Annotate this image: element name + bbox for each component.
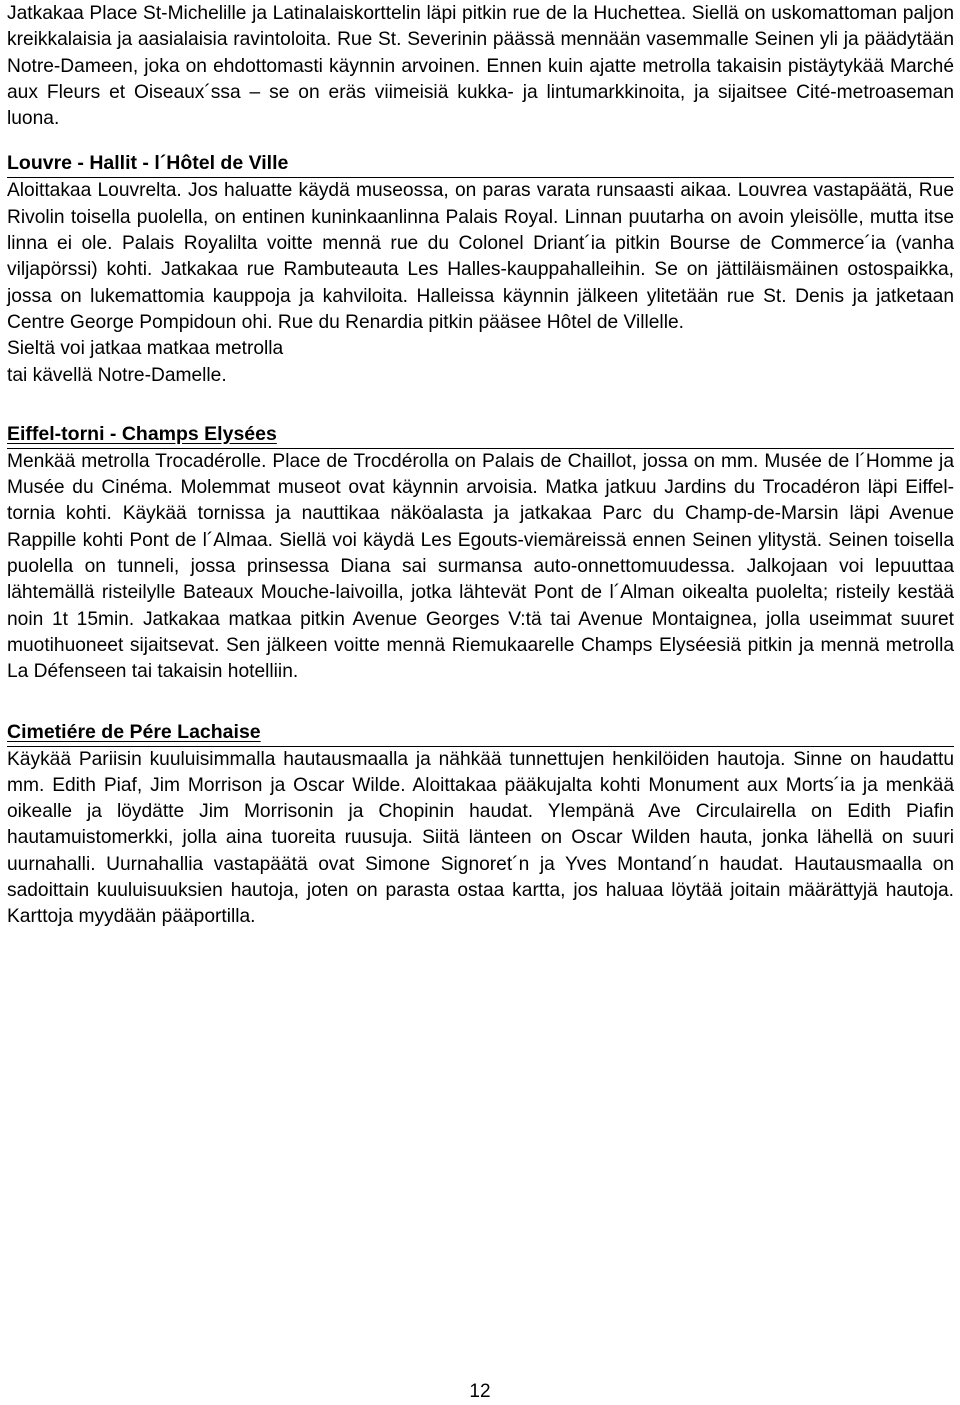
section-body-louvre: Aloittakaa Louvrelta. Jos haluatte käydä museossa, on paras varata runsaasti aikaa. Louvrea vastapäätä, Rue Rivolin toisella puolella, on entinen kuninkaanlinna Palais Royal. Linnan puutarha on avoin yleisölle, mutta itse linna ei ole. Palais Royalilta voitte mennä rue du Colonel Driant´ia pitkin Bourse de Commerce´ia (vanha viljapörssi) kohti. Jatkakaa rue Rambuteauta Les Halles-kauppahalleihin. Se on jättiläismäinen ostospaikka, jossa on lukemattomia kauppoja ja kahviloita. Halleissa käynnin jälkeen ylitetään rue St. Denis ja jatketaan Centre George Pompidoun ohi. Rue du Renardia pitkin pääsee Hôtel de Villelle. bbox=[7, 180, 954, 333]
section-heading-louvre: Louvre - Hallit - l´Hôtel de Ville bbox=[7, 150, 954, 178]
section-heading-eiffel: Eiffel-torni - Champs Elysées bbox=[7, 421, 954, 449]
intro-paragraph: Jatkakaa Place St-Michelille ja Latinalaiskorttelin läpi pitkin rue de la Huchettea. Siellä on uskomattoman paljon kreikkalaisia ja aasialaisia ravintoloita. Rue St. Severinin päässä mennään vasemmalle Seinen yli ja päädytään Notre-Dameen, joka on ehdottomasti käynnin arvoinen. Ennen kuin ajatte metrolla takaisin pistäytykää Marché aux Fleurs et Oiseaux´ssa – se on eräs viimeisiä kukka- ja lintumarkkinoita, ja sijaitsee Cité-metroaseman luona. bbox=[7, 3, 954, 130]
document-page bbox=[7, 0, 954, 931]
section-ending-louvre-line-2: tai kävellä Notre-Damelle. bbox=[7, 364, 227, 386]
page-number: 12 bbox=[469, 1381, 491, 1402]
section-ending-louvre-line-1: Sieltä voi jatkaa matkaa metrolla bbox=[7, 338, 284, 360]
section-body-cemetery: Käykää Pariisin kuuluisimmalla hautausmaalla ja nähkää tunnettujen henkilöiden hautoja. Sinne on haudattu mm. Edith Piaf, Jim Morrison ja Oscar Wilde. Aloittakaa pääkujalta kohti Monument aux Morts´ia ja menkää oikealle ja löydätte Jim Morrisonin ja Chopinin haudat. Ylempänä Ave Circulairella on Edith Piafin hautamuistomerkki, jolla aina tuoreita ruusuja. Siitä länteen on Oscar Wilden hauta, jonka lähellä on suuri uurnahalli. Uurnahallia vastapäätä ovat Simone Signoret´n ja Yves Montand´n haudat. Hautausmaalla on sadoittain kuuluisuuksien hautoja, joten on parasta ostaa kartta, jos haluaa löytää joitain määrättyjä hautoja. Karttoja myydään pääportilla. bbox=[7, 748, 954, 928]
section-body-eiffel: Menkää metrolla Trocadérolle. Place de Trocdérolla on Palais de Chaillot, jossa on mm. Musée de l´Homme ja Musée du Cinéma. Molemmat museot ovat käynnin arvoisia. Matka jatkuu Jardins du Trocadéron läpi Eiffel-tornia kohti. Käykää tornissa ja nauttikaa näköalasta ja jatkakaa Parc du Champ-de-Marsin läpi Avenue Rappille kohti Pont de l´Almaa. Siellä voi käydä Les Egouts-viemäreissä ennen Seinen ylitystä. Seinen toisella puolella on tunneli, jossa prinsessa Diana sai surmansa auto-onnettomuudessa. Jalkojaan voi lepuuttaa lähtemällä risteilylle Bateaux Mouche-laivoilla, jotka lähtevät Pont de l´Alman oikealta puolelta; risteily kestää noin 1t 15min. Jatkakaa matkaa pitkin Avenue Georges V:tä tai Avenue Montaignea, jolla useimmat suuret muotihuoneet sijaitsevat. Sen jälkeen voitte mennä Riemukaarelle Champs Elyséesiä pitkin ja mennä metrolla La Défenseen tai takaisin hotelliin. bbox=[7, 450, 954, 683]
section-heading-cemetery: Cimetiére de Pére Lachaise bbox=[7, 719, 954, 747]
